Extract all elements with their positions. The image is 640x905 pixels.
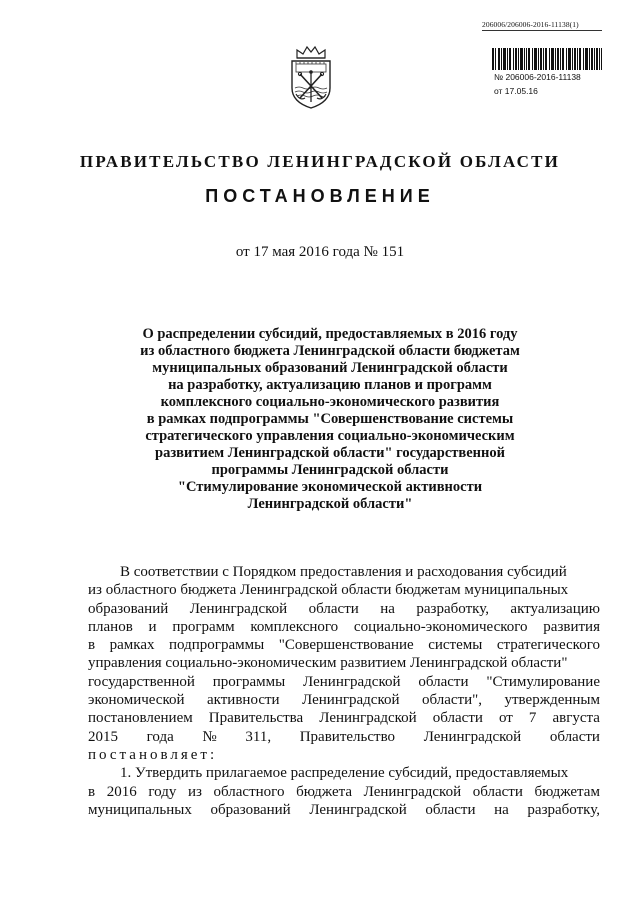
body-word: области (432, 710, 483, 727)
body-word: Ленинградской (319, 710, 417, 727)
body-word: в (88, 783, 96, 800)
body-word: актуализацию (510, 600, 600, 617)
body-word: области (308, 600, 359, 617)
body-line (88, 709, 600, 727)
body-word: экономической (88, 692, 185, 709)
body-line (88, 728, 600, 746)
body-word: в (88, 637, 96, 654)
subject-line: комплексного социально-экономического развития (160, 394, 500, 410)
body-word: и (148, 618, 157, 635)
subject-line: из областного бюджета Ленинградской области бюджетам (140, 343, 520, 359)
body-line: из областного бюджета Ленинградской области бюджетам муниципальных (88, 582, 569, 599)
subject-line: муниципальных образований Ленинградской области (152, 360, 508, 376)
body-word: на (380, 600, 395, 617)
subject-line: развитием Ленинградской области" государственной (155, 445, 505, 461)
body-word: 2016 (106, 783, 137, 800)
subject-line: программы Ленинградской области (211, 462, 449, 478)
body-word: бюджета (296, 783, 353, 800)
body-word: Ленинградской (189, 600, 288, 617)
body-word: области (418, 673, 469, 690)
body-word: 2015 (88, 728, 118, 745)
subject-line: в рамках подпрограммы "Совершенствование системы (146, 411, 514, 427)
body-line: постановляет: (88, 746, 218, 763)
body-word: Ленинградской (303, 673, 401, 690)
body-word: утвержденным (504, 692, 600, 709)
subject-line: "Стимулирование экономической активности (177, 479, 483, 495)
body-word: области (425, 801, 476, 818)
body-line (88, 618, 600, 636)
body-word: комплексного (250, 618, 339, 635)
body-word: 311, (245, 728, 272, 745)
subject-line: О распределении субсидий, предоставляемых в 2016 году (142, 326, 518, 342)
body-word: Правительства (208, 710, 304, 727)
body-word: планов (88, 618, 133, 635)
subject-line: Ленинградской области" (247, 496, 413, 512)
body-line: 1. Утвердить прилагаемое распределение субсидий, предоставляемых (120, 765, 569, 782)
body-word: году (148, 783, 177, 800)
body-word: августа (552, 710, 600, 727)
body-word: образований (88, 600, 169, 617)
body-word: области (549, 728, 600, 745)
body-word: развития (543, 618, 600, 635)
body-line (88, 600, 600, 618)
document-type: ПОСТАНОВЛЕНИЕ (205, 186, 435, 206)
registration-number: № 206006-2016-11138 (494, 72, 581, 82)
body-word: № (202, 728, 217, 745)
body-word: разработку, (527, 801, 600, 818)
document-subject (80, 326, 580, 513)
organization-title: ПРАВИТЕЛЬСТВО ЛЕНИНГРАДСКОЙ ОБЛАСТИ (79, 152, 561, 171)
body-word: программ (172, 618, 235, 635)
body-line: В соответствии с Порядком предоставления и расходования субсидий (120, 564, 567, 580)
body-word: области", (422, 692, 483, 709)
body-word: системы (428, 637, 483, 654)
body-word: "Совершенствование (278, 637, 414, 654)
body-word: рамках (109, 637, 155, 654)
body-word: Ленинградской (309, 801, 407, 818)
registration-date: от 17.05.16 (494, 86, 538, 96)
body-line (88, 691, 600, 709)
body-word: бюджетам (534, 783, 600, 800)
body-word: от (499, 710, 513, 727)
body-line (88, 801, 600, 819)
document-id: 206006/206006-2016-11138(1) (482, 20, 602, 31)
document-date-number: от 17 мая 2016 года № 151 (235, 244, 405, 260)
body-word: активности (207, 692, 280, 709)
body-word: Ленинградской (423, 728, 522, 745)
body-word: программы (212, 673, 286, 690)
body-word: образований (210, 801, 291, 818)
body-word: из (187, 783, 202, 800)
body-word: государственной (88, 673, 195, 690)
body-word: области (472, 783, 523, 800)
body-word: "Стимулирование (486, 673, 600, 690)
body-word: постановлением (88, 710, 193, 727)
body-word: муниципальных (88, 801, 192, 818)
body-line (88, 783, 600, 801)
body-word: Правительство (299, 728, 396, 745)
subject-line: на разработку, актуализацию планов и программ (168, 377, 492, 393)
document-body (88, 563, 600, 819)
body-word: 7 (528, 710, 537, 727)
body-word: социально-экономического (353, 618, 528, 635)
body-word: Ленинградской (302, 692, 400, 709)
body-line (88, 673, 600, 691)
body-line: управления социально-экономическим развитием Ленинградской области" (88, 655, 568, 672)
body-line (88, 636, 600, 654)
coat-of-arms-icon (287, 44, 335, 110)
body-word: на (494, 801, 509, 818)
body-word: Ленинградской (363, 783, 462, 800)
barcode (492, 48, 602, 70)
body-word: года (146, 728, 174, 745)
body-word: разработку, (416, 600, 489, 617)
body-word: подпрограммы (169, 637, 265, 654)
subject-line: стратегического управления социально-экономическим (145, 428, 515, 444)
body-word: областного (213, 783, 285, 800)
body-word: стратегического (496, 637, 600, 654)
